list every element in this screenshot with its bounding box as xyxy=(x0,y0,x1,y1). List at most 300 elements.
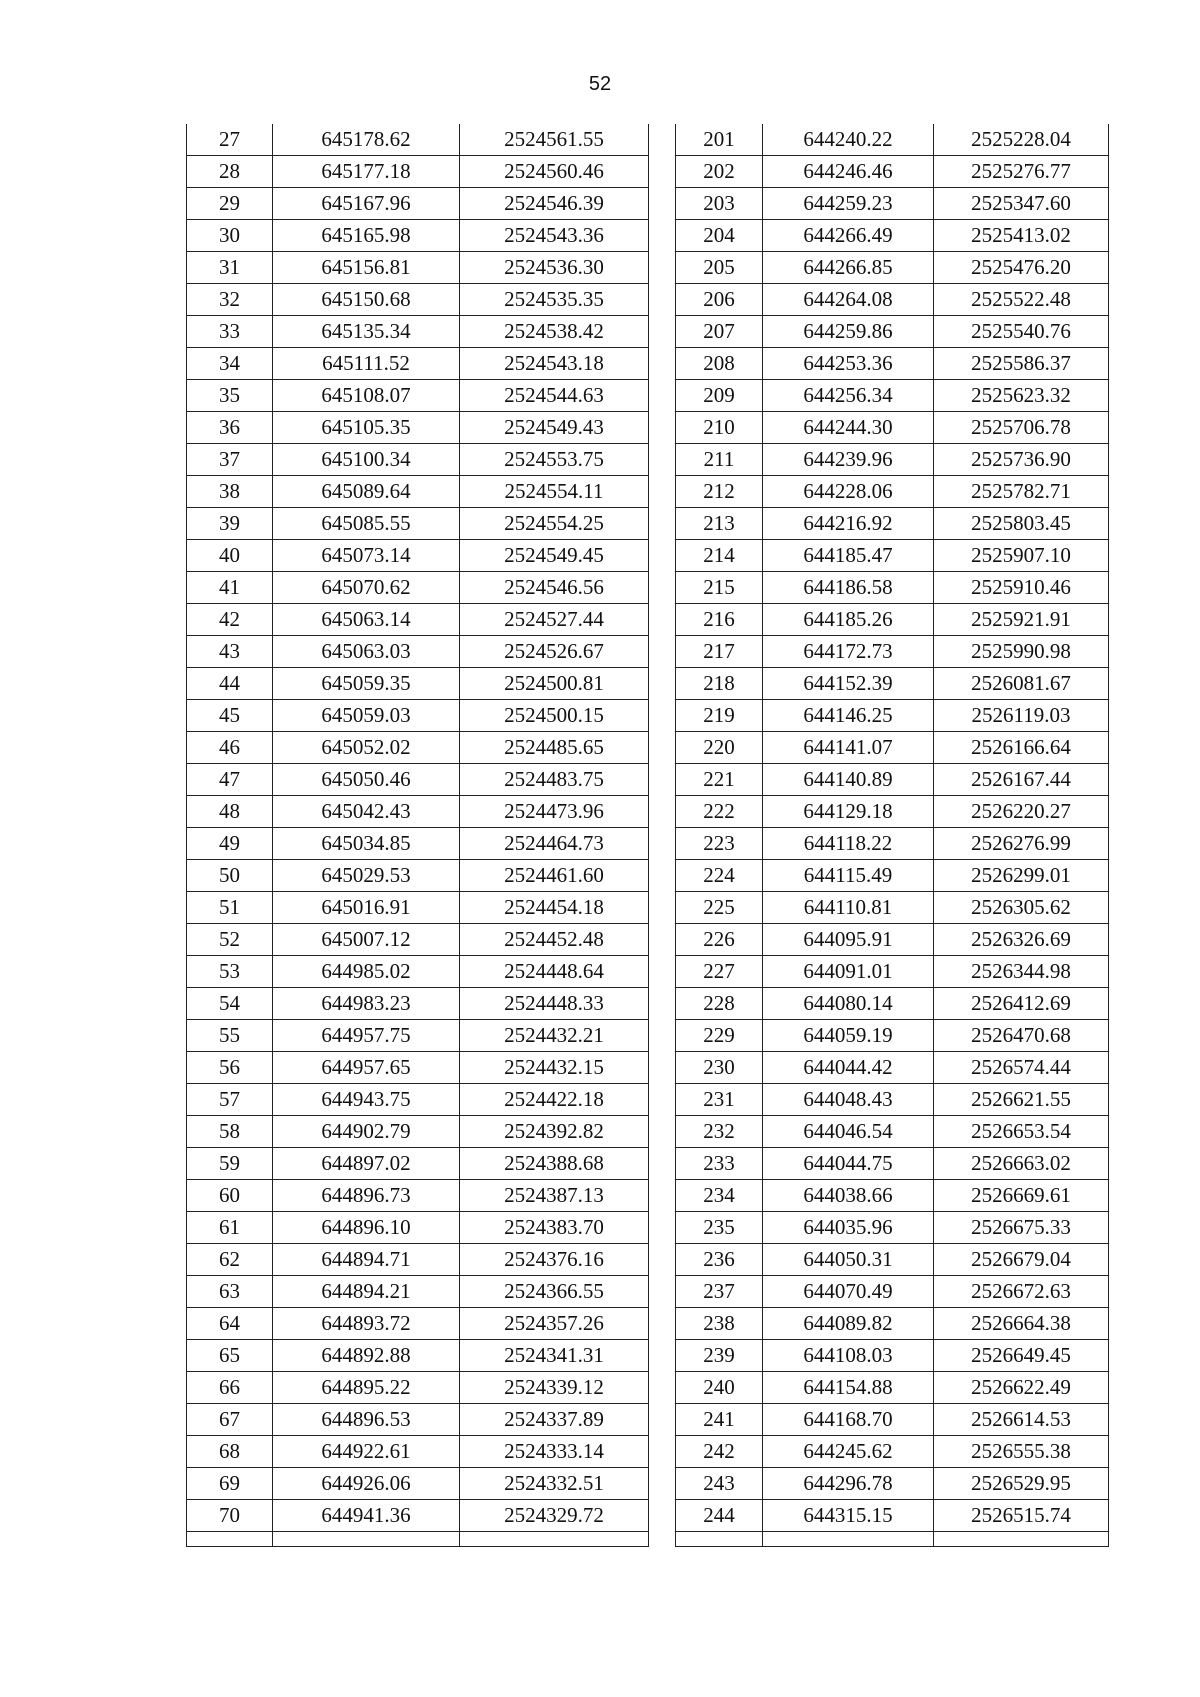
coordinates-table-right-body xyxy=(676,124,1109,1547)
x-coordinate-cell: 644922.61 xyxy=(273,1436,460,1468)
table-row xyxy=(187,1180,649,1212)
x-coordinate-cell: 644080.14 xyxy=(763,988,934,1020)
x-coordinate-cell: 644256.34 xyxy=(763,380,934,412)
point-number-cell: 234 xyxy=(676,1180,763,1212)
point-number-cell: 57 xyxy=(187,1084,273,1116)
table-row xyxy=(187,828,649,860)
y-coordinate-cell: 2524454.18 xyxy=(460,892,649,924)
x-coordinate-cell: 645029.53 xyxy=(273,860,460,892)
x-coordinate-cell: 645156.81 xyxy=(273,252,460,284)
y-coordinate-cell: 2524543.36 xyxy=(460,220,649,252)
point-number-cell: 65 xyxy=(187,1340,273,1372)
empty-cell xyxy=(187,1532,273,1547)
point-number-cell: 61 xyxy=(187,1212,273,1244)
point-number-cell: 239 xyxy=(676,1340,763,1372)
table-row xyxy=(676,284,1109,316)
table-row xyxy=(187,604,649,636)
point-number-cell: 208 xyxy=(676,348,763,380)
x-coordinate-cell: 645059.35 xyxy=(273,668,460,700)
y-coordinate-cell: 2524546.56 xyxy=(460,572,649,604)
y-coordinate-cell: 2525803.45 xyxy=(934,508,1109,540)
table-row xyxy=(187,1052,649,1084)
x-coordinate-cell: 644315.15 xyxy=(763,1500,934,1532)
y-coordinate-cell: 2526653.54 xyxy=(934,1116,1109,1148)
x-coordinate-cell: 645177.18 xyxy=(273,156,460,188)
x-coordinate-cell: 644259.23 xyxy=(763,188,934,220)
point-number-cell: 48 xyxy=(187,796,273,828)
point-number-cell: 35 xyxy=(187,380,273,412)
y-coordinate-cell: 2524357.26 xyxy=(460,1308,649,1340)
x-coordinate-cell: 644894.71 xyxy=(273,1244,460,1276)
y-coordinate-cell: 2524473.96 xyxy=(460,796,649,828)
table-row xyxy=(187,508,649,540)
y-coordinate-cell: 2525907.10 xyxy=(934,540,1109,572)
point-number-cell: 224 xyxy=(676,860,763,892)
point-number-cell: 207 xyxy=(676,316,763,348)
y-coordinate-cell: 2524527.44 xyxy=(460,604,649,636)
x-coordinate-cell: 644186.58 xyxy=(763,572,934,604)
x-coordinate-cell: 644091.01 xyxy=(763,956,934,988)
point-number-cell: 39 xyxy=(187,508,273,540)
y-coordinate-cell: 2526675.33 xyxy=(934,1212,1109,1244)
point-number-cell: 59 xyxy=(187,1148,273,1180)
y-coordinate-cell: 2525736.90 xyxy=(934,444,1109,476)
x-coordinate-cell: 644896.10 xyxy=(273,1212,460,1244)
y-coordinate-cell: 2524549.45 xyxy=(460,540,649,572)
x-coordinate-cell: 645108.07 xyxy=(273,380,460,412)
x-coordinate-cell: 644926.06 xyxy=(273,1468,460,1500)
x-coordinate-cell: 644896.73 xyxy=(273,1180,460,1212)
y-coordinate-cell: 2524483.75 xyxy=(460,764,649,796)
y-coordinate-cell: 2524538.42 xyxy=(460,316,649,348)
x-coordinate-cell: 644228.06 xyxy=(763,476,934,508)
y-coordinate-cell: 2524432.21 xyxy=(460,1020,649,1052)
x-coordinate-cell: 645052.02 xyxy=(273,732,460,764)
x-coordinate-cell: 644957.65 xyxy=(273,1052,460,1084)
table-row xyxy=(187,540,649,572)
x-coordinate-cell: 644046.54 xyxy=(763,1116,934,1148)
point-number-cell: 70 xyxy=(187,1500,273,1532)
table-row xyxy=(676,412,1109,444)
y-coordinate-cell: 2524339.12 xyxy=(460,1372,649,1404)
table-row xyxy=(187,1468,649,1500)
point-number-cell: 225 xyxy=(676,892,763,924)
y-coordinate-cell: 2524526.67 xyxy=(460,636,649,668)
y-coordinate-cell: 2524332.51 xyxy=(460,1468,649,1500)
x-coordinate-cell: 645063.03 xyxy=(273,636,460,668)
x-coordinate-cell: 645165.98 xyxy=(273,220,460,252)
point-number-cell: 212 xyxy=(676,476,763,508)
y-coordinate-cell: 2526515.74 xyxy=(934,1500,1109,1532)
x-coordinate-cell: 644141.07 xyxy=(763,732,934,764)
table-row xyxy=(676,1468,1109,1500)
x-coordinate-cell: 645034.85 xyxy=(273,828,460,860)
x-coordinate-cell: 644070.49 xyxy=(763,1276,934,1308)
point-number-cell: 28 xyxy=(187,156,273,188)
table-row xyxy=(676,252,1109,284)
table-row xyxy=(676,1180,1109,1212)
x-coordinate-cell: 644095.91 xyxy=(763,924,934,956)
table-row xyxy=(187,1404,649,1436)
point-number-cell: 66 xyxy=(187,1372,273,1404)
table-row xyxy=(676,828,1109,860)
y-coordinate-cell: 2526119.03 xyxy=(934,700,1109,732)
point-number-cell: 27 xyxy=(187,124,273,156)
table-row xyxy=(187,252,649,284)
point-number-cell: 217 xyxy=(676,636,763,668)
point-number-cell: 244 xyxy=(676,1500,763,1532)
x-coordinate-cell: 644118.22 xyxy=(763,828,934,860)
table-row xyxy=(676,1148,1109,1180)
x-coordinate-cell: 644896.53 xyxy=(273,1404,460,1436)
point-number-cell: 46 xyxy=(187,732,273,764)
x-coordinate-cell: 644895.22 xyxy=(273,1372,460,1404)
x-coordinate-cell: 644185.26 xyxy=(763,604,934,636)
point-number-cell: 218 xyxy=(676,668,763,700)
point-number-cell: 222 xyxy=(676,796,763,828)
point-number-cell: 30 xyxy=(187,220,273,252)
point-number-cell: 67 xyxy=(187,1404,273,1436)
x-coordinate-cell: 644266.85 xyxy=(763,252,934,284)
table-row xyxy=(676,444,1109,476)
y-coordinate-cell: 2526344.98 xyxy=(934,956,1109,988)
point-number-cell: 36 xyxy=(187,412,273,444)
point-number-cell: 44 xyxy=(187,668,273,700)
table-row xyxy=(676,188,1109,220)
x-coordinate-cell: 645059.03 xyxy=(273,700,460,732)
table-row xyxy=(187,1084,649,1116)
y-coordinate-cell: 2526679.04 xyxy=(934,1244,1109,1276)
table-row xyxy=(676,604,1109,636)
y-coordinate-cell: 2525623.32 xyxy=(934,380,1109,412)
x-coordinate-cell: 644246.46 xyxy=(763,156,934,188)
y-coordinate-cell: 2524536.30 xyxy=(460,252,649,284)
point-number-cell: 241 xyxy=(676,1404,763,1436)
table-row xyxy=(676,508,1109,540)
y-coordinate-cell: 2524464.73 xyxy=(460,828,649,860)
table-row xyxy=(187,892,649,924)
x-coordinate-cell: 645007.12 xyxy=(273,924,460,956)
point-number-cell: 230 xyxy=(676,1052,763,1084)
point-number-cell: 62 xyxy=(187,1244,273,1276)
empty-cell xyxy=(676,1532,763,1547)
table-row xyxy=(187,1308,649,1340)
y-coordinate-cell: 2525228.04 xyxy=(934,124,1109,156)
table-row xyxy=(676,348,1109,380)
y-coordinate-cell: 2526326.69 xyxy=(934,924,1109,956)
x-coordinate-cell: 644264.08 xyxy=(763,284,934,316)
y-coordinate-cell: 2526672.63 xyxy=(934,1276,1109,1308)
table-row xyxy=(187,1372,649,1404)
table-row xyxy=(676,380,1109,412)
y-coordinate-cell: 2526166.64 xyxy=(934,732,1109,764)
point-number-cell: 47 xyxy=(187,764,273,796)
y-coordinate-cell: 2524376.16 xyxy=(460,1244,649,1276)
point-number-cell: 54 xyxy=(187,988,273,1020)
point-number-cell: 223 xyxy=(676,828,763,860)
point-number-cell: 215 xyxy=(676,572,763,604)
table-row xyxy=(676,924,1109,956)
table-row xyxy=(187,188,649,220)
y-coordinate-cell: 2524432.15 xyxy=(460,1052,649,1084)
y-coordinate-cell: 2524500.15 xyxy=(460,700,649,732)
x-coordinate-cell: 644985.02 xyxy=(273,956,460,988)
point-number-cell: 204 xyxy=(676,220,763,252)
table-row xyxy=(676,316,1109,348)
x-coordinate-cell: 644897.02 xyxy=(273,1148,460,1180)
y-coordinate-cell: 2524485.65 xyxy=(460,732,649,764)
table-row xyxy=(187,924,649,956)
x-coordinate-cell: 645100.34 xyxy=(273,444,460,476)
x-coordinate-cell: 644146.25 xyxy=(763,700,934,732)
table-row xyxy=(676,796,1109,828)
table-row xyxy=(676,156,1109,188)
table-row xyxy=(676,1340,1109,1372)
table-row xyxy=(676,1276,1109,1308)
table-row xyxy=(187,988,649,1020)
point-number-cell: 211 xyxy=(676,444,763,476)
x-coordinate-cell: 645111.52 xyxy=(273,348,460,380)
table-row xyxy=(187,220,649,252)
x-coordinate-cell: 644152.39 xyxy=(763,668,934,700)
table-row xyxy=(676,1212,1109,1244)
point-number-cell: 236 xyxy=(676,1244,763,1276)
point-number-cell: 243 xyxy=(676,1468,763,1500)
x-coordinate-cell: 644038.66 xyxy=(763,1180,934,1212)
y-coordinate-cell: 2524383.70 xyxy=(460,1212,649,1244)
y-coordinate-cell: 2524543.18 xyxy=(460,348,649,380)
table-row xyxy=(187,348,649,380)
x-coordinate-cell: 645070.62 xyxy=(273,572,460,604)
point-number-cell: 240 xyxy=(676,1372,763,1404)
x-coordinate-cell: 645050.46 xyxy=(273,764,460,796)
y-coordinate-cell: 2526299.01 xyxy=(934,860,1109,892)
table-row xyxy=(676,540,1109,572)
x-coordinate-cell: 644253.36 xyxy=(763,348,934,380)
coordinates-table-left-body xyxy=(187,124,649,1547)
point-number-cell: 220 xyxy=(676,732,763,764)
point-number-cell: 43 xyxy=(187,636,273,668)
table-row xyxy=(676,764,1109,796)
x-coordinate-cell: 644168.70 xyxy=(763,1404,934,1436)
y-coordinate-cell: 2525782.71 xyxy=(934,476,1109,508)
x-coordinate-cell: 645135.34 xyxy=(273,316,460,348)
table-row xyxy=(676,860,1109,892)
point-number-cell: 41 xyxy=(187,572,273,604)
y-coordinate-cell: 2526622.49 xyxy=(934,1372,1109,1404)
point-number-cell: 42 xyxy=(187,604,273,636)
table-row xyxy=(187,316,649,348)
y-coordinate-cell: 2526574.44 xyxy=(934,1052,1109,1084)
point-number-cell: 219 xyxy=(676,700,763,732)
x-coordinate-cell: 644902.79 xyxy=(273,1116,460,1148)
x-coordinate-cell: 644892.88 xyxy=(273,1340,460,1372)
point-number-cell: 238 xyxy=(676,1308,763,1340)
x-coordinate-cell: 645105.35 xyxy=(273,412,460,444)
x-coordinate-cell: 644893.72 xyxy=(273,1308,460,1340)
x-coordinate-cell: 644894.21 xyxy=(273,1276,460,1308)
point-number-cell: 51 xyxy=(187,892,273,924)
y-coordinate-cell: 2525586.37 xyxy=(934,348,1109,380)
y-coordinate-cell: 2526663.02 xyxy=(934,1148,1109,1180)
x-coordinate-cell: 644216.92 xyxy=(763,508,934,540)
y-coordinate-cell: 2524366.55 xyxy=(460,1276,649,1308)
x-coordinate-cell: 644245.62 xyxy=(763,1436,934,1468)
point-number-cell: 50 xyxy=(187,860,273,892)
x-coordinate-cell: 644172.73 xyxy=(763,636,934,668)
table-row xyxy=(676,124,1109,156)
table-row xyxy=(187,476,649,508)
coordinates-table-left xyxy=(186,124,649,1547)
table-row xyxy=(187,636,649,668)
y-coordinate-cell: 2524554.11 xyxy=(460,476,649,508)
table-row xyxy=(187,668,649,700)
table-row xyxy=(676,892,1109,924)
table-row xyxy=(187,1116,649,1148)
point-number-cell: 32 xyxy=(187,284,273,316)
y-coordinate-cell: 2524452.48 xyxy=(460,924,649,956)
empty-cell xyxy=(763,1532,934,1547)
point-number-cell: 233 xyxy=(676,1148,763,1180)
y-coordinate-cell: 2526305.62 xyxy=(934,892,1109,924)
x-coordinate-cell: 644044.42 xyxy=(763,1052,934,1084)
table-row xyxy=(676,1244,1109,1276)
y-coordinate-cell: 2526669.61 xyxy=(934,1180,1109,1212)
point-number-cell: 213 xyxy=(676,508,763,540)
point-number-cell: 56 xyxy=(187,1052,273,1084)
y-coordinate-cell: 2526529.95 xyxy=(934,1468,1109,1500)
table-row xyxy=(676,956,1109,988)
table-row xyxy=(187,412,649,444)
point-number-cell: 60 xyxy=(187,1180,273,1212)
table-row xyxy=(676,668,1109,700)
point-number-cell: 205 xyxy=(676,252,763,284)
point-number-cell: 38 xyxy=(187,476,273,508)
y-coordinate-cell: 2525276.77 xyxy=(934,156,1109,188)
table-row xyxy=(187,1020,649,1052)
point-number-cell: 221 xyxy=(676,764,763,796)
point-number-cell: 52 xyxy=(187,924,273,956)
table-row xyxy=(676,1500,1109,1532)
table-row xyxy=(187,956,649,988)
point-number-cell: 53 xyxy=(187,956,273,988)
point-number-cell: 40 xyxy=(187,540,273,572)
table-row xyxy=(676,1372,1109,1404)
x-coordinate-cell: 644240.22 xyxy=(763,124,934,156)
x-coordinate-cell: 644129.18 xyxy=(763,796,934,828)
table-row xyxy=(187,700,649,732)
point-number-cell: 202 xyxy=(676,156,763,188)
point-number-cell: 64 xyxy=(187,1308,273,1340)
x-coordinate-cell: 644050.31 xyxy=(763,1244,934,1276)
y-coordinate-cell: 2524546.39 xyxy=(460,188,649,220)
table-row xyxy=(676,1116,1109,1148)
y-coordinate-cell: 2524553.75 xyxy=(460,444,649,476)
y-coordinate-cell: 2526276.99 xyxy=(934,828,1109,860)
table-row xyxy=(676,1436,1109,1468)
x-coordinate-cell: 645042.43 xyxy=(273,796,460,828)
point-number-cell: 206 xyxy=(676,284,763,316)
table-row xyxy=(676,1020,1109,1052)
point-number-cell: 214 xyxy=(676,540,763,572)
y-coordinate-cell: 2524388.68 xyxy=(460,1148,649,1180)
page-number: 52 xyxy=(588,73,612,95)
y-coordinate-cell: 2526470.68 xyxy=(934,1020,1109,1052)
table-row xyxy=(187,1212,649,1244)
x-coordinate-cell: 645073.14 xyxy=(273,540,460,572)
table-row xyxy=(187,1436,649,1468)
table-row xyxy=(187,1276,649,1308)
y-coordinate-cell: 2525706.78 xyxy=(934,412,1109,444)
point-number-cell: 34 xyxy=(187,348,273,380)
table-row xyxy=(187,860,649,892)
table-row xyxy=(676,732,1109,764)
point-number-cell: 209 xyxy=(676,380,763,412)
table-spacer-row xyxy=(676,1532,1109,1547)
x-coordinate-cell: 644140.89 xyxy=(763,764,934,796)
table-row xyxy=(676,988,1109,1020)
y-coordinate-cell: 2526621.55 xyxy=(934,1084,1109,1116)
table-row xyxy=(187,284,649,316)
table-row xyxy=(187,444,649,476)
x-coordinate-cell: 644115.49 xyxy=(763,860,934,892)
table-row xyxy=(187,380,649,412)
y-coordinate-cell: 2526664.38 xyxy=(934,1308,1109,1340)
table-row xyxy=(676,1052,1109,1084)
point-number-cell: 58 xyxy=(187,1116,273,1148)
table-spacer-row xyxy=(187,1532,649,1547)
y-coordinate-cell: 2526412.69 xyxy=(934,988,1109,1020)
x-coordinate-cell: 644108.03 xyxy=(763,1340,934,1372)
x-coordinate-cell: 644983.23 xyxy=(273,988,460,1020)
y-coordinate-cell: 2525522.48 xyxy=(934,284,1109,316)
point-number-cell: 29 xyxy=(187,188,273,220)
table-row xyxy=(187,1244,649,1276)
y-coordinate-cell: 2524387.13 xyxy=(460,1180,649,1212)
point-number-cell: 33 xyxy=(187,316,273,348)
point-number-cell: 69 xyxy=(187,1468,273,1500)
empty-cell xyxy=(460,1532,649,1547)
table-row xyxy=(187,156,649,188)
y-coordinate-cell: 2524341.31 xyxy=(460,1340,649,1372)
x-coordinate-cell: 644239.96 xyxy=(763,444,934,476)
table-row xyxy=(187,572,649,604)
empty-cell xyxy=(273,1532,460,1547)
point-number-cell: 63 xyxy=(187,1276,273,1308)
x-coordinate-cell: 644110.81 xyxy=(763,892,934,924)
y-coordinate-cell: 2524329.72 xyxy=(460,1500,649,1532)
y-coordinate-cell: 2525476.20 xyxy=(934,252,1109,284)
y-coordinate-cell: 2525347.60 xyxy=(934,188,1109,220)
y-coordinate-cell: 2525921.91 xyxy=(934,604,1109,636)
table-row xyxy=(187,796,649,828)
y-coordinate-cell: 2524392.82 xyxy=(460,1116,649,1148)
y-coordinate-cell: 2526167.44 xyxy=(934,764,1109,796)
y-coordinate-cell: 2524337.89 xyxy=(460,1404,649,1436)
y-coordinate-cell: 2524561.55 xyxy=(460,124,649,156)
x-coordinate-cell: 645178.62 xyxy=(273,124,460,156)
x-coordinate-cell: 644059.19 xyxy=(763,1020,934,1052)
point-number-cell: 235 xyxy=(676,1212,763,1244)
y-coordinate-cell: 2524448.33 xyxy=(460,988,649,1020)
table-row xyxy=(676,572,1109,604)
y-coordinate-cell: 2524554.25 xyxy=(460,508,649,540)
y-coordinate-cell: 2525910.46 xyxy=(934,572,1109,604)
x-coordinate-cell: 645089.64 xyxy=(273,476,460,508)
table-row xyxy=(187,1340,649,1372)
x-coordinate-cell: 644943.75 xyxy=(273,1084,460,1116)
x-coordinate-cell: 644957.75 xyxy=(273,1020,460,1052)
